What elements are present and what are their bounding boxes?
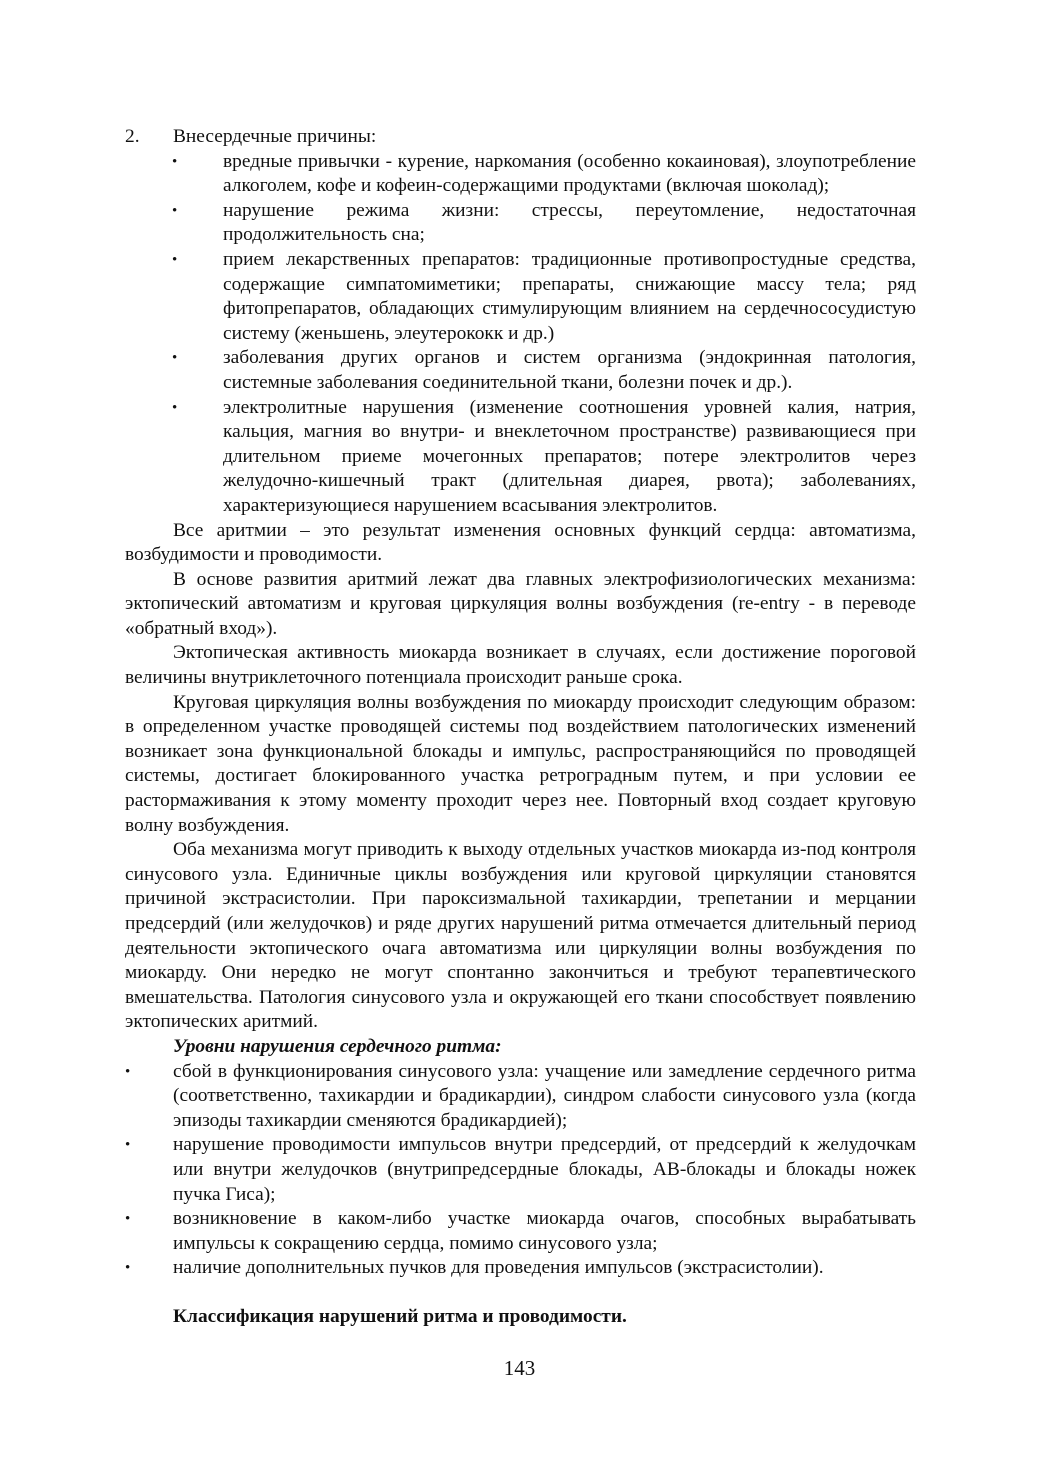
list-item-text: заболевания других органов и систем организма (эндокринная патология, системные заболевания соединительной ткани, болезни почек и др.). xyxy=(223,347,916,393)
page-content xyxy=(125,125,916,1330)
paragraph: Все аритмии – это результат изменения основных функций сердца: автоматизма, возбудимости и проводимости. xyxy=(125,519,916,566)
list-item-text: электролитные нарушения (изменение соотношения уровней калия, натрия, кальция, магния во внутри- и внеклеточном пространстве) развивающиеся при длительном приеме мочегонных препаратов; потере электролитов через желудочно-кишечный тракт (длительная диарея, рвота); заболеваниях, характеризующиеся нарушением всасывания электролитов. xyxy=(223,396,916,516)
list-item-text: наличие дополнительных пучков для проведения импульсов (экстрасистолии). xyxy=(173,1257,824,1279)
bullet-icon: • xyxy=(125,1063,131,1080)
list-item xyxy=(125,1256,916,1281)
bullet-icon: • xyxy=(172,350,178,367)
list-item-text: прием лекарственных препаратов: традиционные противопростудные средства, содержащие симпатомиметики; препараты, снижающие массу тела; ряд фитопрепаратов, обладающих стимулирующим влиянием на сердечнососудистую систему (женьшень, элеутерококк и др.) xyxy=(223,248,916,344)
list-item-text: нарушение режима жизни: стрессы, переутомление, недостаточная продолжительность сна; xyxy=(223,199,916,246)
list-item xyxy=(125,199,916,248)
list-item xyxy=(125,1133,916,1207)
list-item-text: нарушение проводимости импульсов внутри предсердий, от предсердий к желудочкам или внутри желудочков (внутрипредсердные блокады, АВ-блокады и блокады ножек пучка Гиса); xyxy=(173,1134,916,1205)
bullet-icon: • xyxy=(172,153,178,170)
bullet-icon: • xyxy=(172,251,178,268)
list-item xyxy=(125,1207,916,1256)
bullet-icon: • xyxy=(125,1260,131,1277)
bullet-icon: • xyxy=(125,1137,131,1154)
paragraph: В основе развития аритмий лежат два главных электрофизиологических механизма: эктопический автоматизм и круговая циркуляция волны возбуждения (re-entry - в переводе «обратный вход»). xyxy=(125,568,916,639)
list-item xyxy=(125,1060,916,1134)
levels-subheading: Уровни нарушения сердечного ритма: xyxy=(173,1035,502,1057)
extracardiac-causes-list xyxy=(125,150,916,519)
list-heading-text: Внесердечные причины: xyxy=(173,126,377,147)
bullet-icon: • xyxy=(125,1211,131,1228)
bullet-icon: • xyxy=(172,399,178,416)
list-item xyxy=(125,346,916,395)
list-item-text: сбой в функционирования синусового узла: учащение или замедление сердечного ритма (соответственно, тахикардии и брадикардии), синдром слабости синусового узла (когда эпизоды тахикардии сменяются брадикардией); xyxy=(173,1060,916,1131)
list-item xyxy=(125,248,916,346)
bullet-icon: • xyxy=(172,202,178,219)
numbered-list-heading xyxy=(125,125,916,150)
paragraph: Круговая циркуляция волны возбуждения по миокарду происходит следующим образом: в определенном участке проводящей системы под воздействием патологических изменений возникает зона функциональной блокады и импульс, распространяющийся по проводящей системы, достигает блокированного участка ретроградным путем, и при условии ее растормаживания к этому моменту проходит через нее. Повторный вход создает круговую волну возбуждения. xyxy=(125,691,916,836)
rhythm-disorder-levels-list xyxy=(125,1060,916,1281)
list-item xyxy=(125,150,916,199)
page-number: 143 xyxy=(503,1356,536,1380)
list-number: 2. xyxy=(125,126,140,147)
paragraph: Эктопическая активность миокарда возникает в случаях, если достижение пороговой величины внутриклеточного потенциала происходит раньше срока. xyxy=(125,642,916,689)
paragraph: Оба механизма могут приводить к выходу отдельных участков миокарда из-под контроля синусового узла. Единичные циклы возбуждения или круговой циркуляции становятся причиной экстрасистолии. При пароксизмальной тахикардии, трепетании и мерцании предсердий (или желудочков) и ряде других нарушений ритма отмечается длительный период деятельности эктопического очага автоматизма или циркуляции волны возбуждения по миокарду. Они нередко не могут спонтанно закончиться и требуют терапевтического вмешательства. Патология синусового узла и окружающей его ткани способствует появлению эктопических аритмий. xyxy=(125,839,916,1033)
list-item xyxy=(125,396,916,519)
list-item-text: вредные привычки - курение, наркомания (особенно кокаиновая), злоупотребление алкоголем, кофе и кофеин-содержащими продуктами (включая шоколад); xyxy=(223,150,916,197)
list-item-text: возникновение в каком-либо участке миокарда очагов, способных вырабатывать импульсы к сокращению сердца, помимо синусового узла; xyxy=(173,1208,916,1254)
section-title: Классификация нарушений ритма и проводимости. xyxy=(173,1305,627,1327)
